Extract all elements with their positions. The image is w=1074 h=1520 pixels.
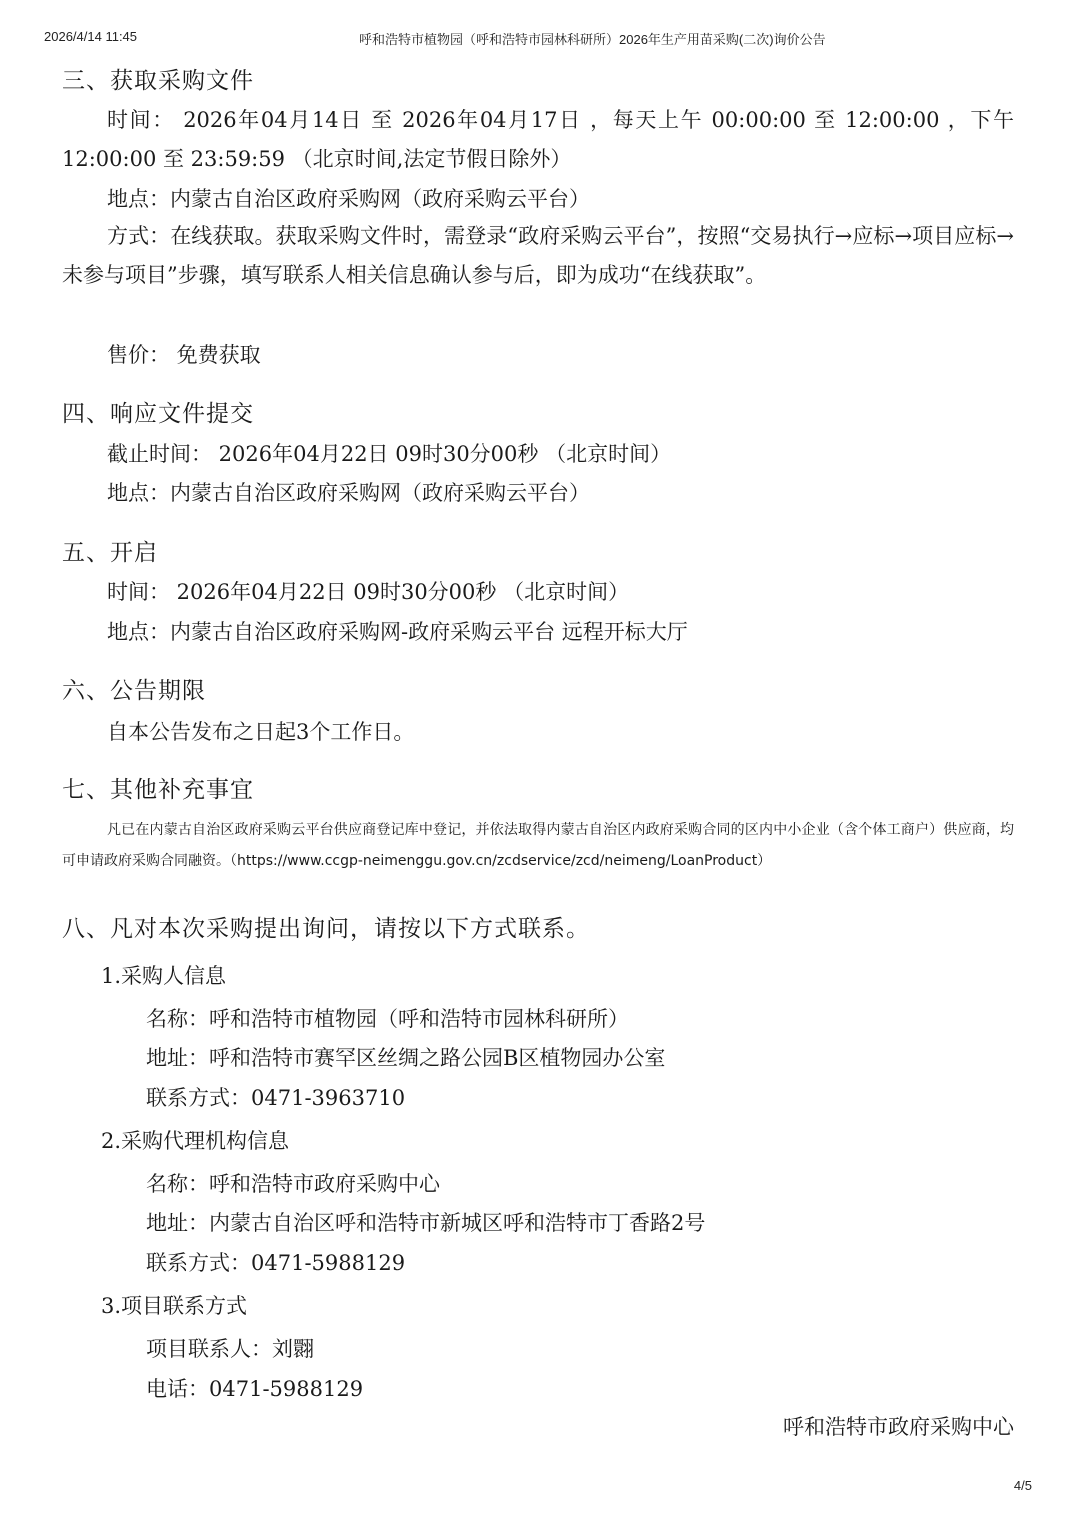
s3-price: 售价： 免费获取 (107, 343, 261, 367)
s4-deadline: 截止时间： 2026年04月22日 09时30分00秒 （北京时间） (107, 442, 672, 466)
project-contact-phone: 电话：0471-5988129 (146, 1377, 364, 1401)
agency-name: 名称：呼和浩特市政府采购中心 (146, 1172, 440, 1196)
s3-method: 方式：在线获取。获取采购文件时，需登录“政府采购云平台”，按照“交易执行→应标→项目应标→未参与项目”步骤，填写联系人相关信息确认参与后，即为成功“在线获取”。 (62, 224, 1014, 287)
section-6-heading: 六、公告期限 (62, 678, 206, 704)
buyer-contact: 联系方式：0471-3963710 (146, 1086, 406, 1110)
s7-text: 凡已在内蒙古自治区政府采购云平台供应商登记库中登记，并依法取得内蒙古自治区内政府采购合同的区内中小企业（含个体工商户）供应商，均可申请政府采购合同融资。（https://www.ccgp-neimenggu.gov.cn/zcdservice/zcd/neimeng/LoanProduct） (62, 822, 1014, 869)
s3-place: 地点：内蒙古自治区政府采购网（政府采购云平台） (107, 187, 590, 211)
section-5-heading: 五、开启 (62, 540, 158, 566)
section-7-heading: 七、其他补充事宜 (62, 777, 254, 803)
print-datetime: 2026/4/14 11:45 (44, 29, 138, 44)
buyer-name: 名称：呼和浩特市植物园（呼和浩特市园林科研所） (146, 1007, 629, 1031)
agency-address: 地址：内蒙古自治区呼和浩特市新城区呼和浩特市丁香路2号 (146, 1211, 706, 1235)
section-4-heading: 四、响应文件提交 (62, 401, 254, 427)
project-contact-title: 3.项目联系方式 (101, 1294, 248, 1318)
agency-info-title: 2.采购代理机构信息 (101, 1129, 290, 1153)
buyer-address: 地址：呼和浩特市赛罕区丝绸之路公园B区植物园办公室 (146, 1046, 666, 1070)
s5-time: 时间： 2026年04月22日 09时30分00秒 （北京时间） (107, 580, 630, 604)
page-number: 4/5 (1013, 1478, 1032, 1493)
section-3-heading: 三、获取采购文件 (62, 68, 254, 94)
s5-place: 地点：内蒙古自治区政府采购网-政府采购云平台 远程开标大厅 (107, 620, 688, 644)
agency-contact: 联系方式：0471-5988129 (146, 1251, 406, 1275)
s4-place: 地点：内蒙古自治区政府采购网（政府采购云平台） (107, 481, 590, 505)
signature: 呼和浩特市政府采购中心 (783, 1415, 1014, 1439)
s3-time: 时间： 2026年04月14日 至 2026年04月17日 ，每天上午 00:00:00 至 12:00:00 ，下午 12:00:00 至 23:59:59 （北京时间,法定节假日除外） (62, 108, 1014, 171)
print-header-title: 呼和浩特市植物园（呼和浩特市园林科研所）2026年生产用苗采购(二次)询价公告 (359, 32, 826, 47)
section-8-heading: 八、凡对本次采购提出询问，请按以下方式联系。 (62, 916, 590, 942)
project-contact-person: 项目联系人：刘翾 (146, 1337, 314, 1361)
s6-text: 自本公告发布之日起3个工作日。 (107, 720, 415, 744)
buyer-info-title: 1.采购人信息 (101, 964, 227, 988)
